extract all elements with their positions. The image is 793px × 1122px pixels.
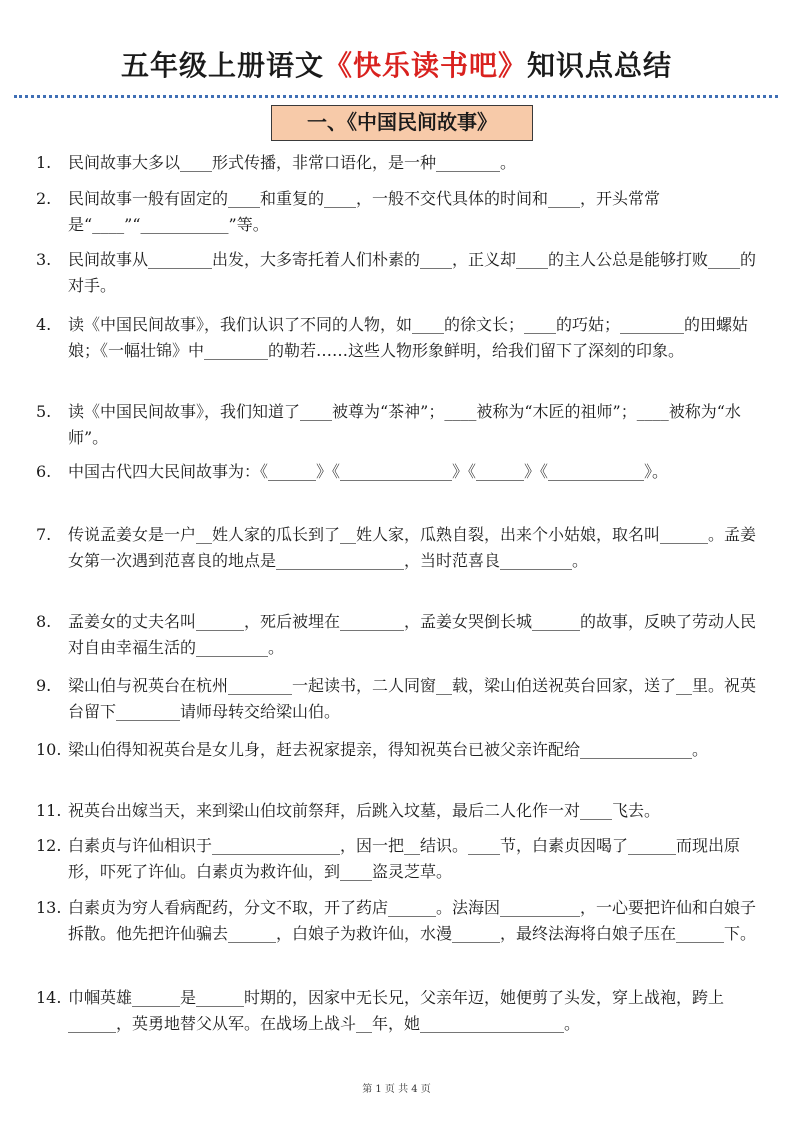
- question-number: 11.: [36, 801, 62, 820]
- question-number: 6.: [36, 462, 52, 481]
- page-footer: 第 1 页 共 4 页: [362, 1084, 431, 1095]
- question-text: 民间故事一般有固定的____和重复的____，一般不交代具体的时间和____，开头常常是“____”“___________”等。: [68, 189, 661, 234]
- question-text: 梁山伯得知祝英台是女儿身，赶去祝家提亲，得知祝英台已被父亲许配给______________。: [68, 740, 709, 759]
- question-number: 2.: [36, 189, 52, 208]
- dotted-divider: [14, 95, 778, 98]
- question-number: 3.: [36, 250, 52, 269]
- question-text: 祝英台出嫁当天，来到梁山伯坟前祭拜，后跳入坟墓，最后二人化作一对____飞去。: [68, 801, 661, 820]
- question-number: 4.: [36, 315, 52, 334]
- question-number: 5.: [36, 402, 52, 421]
- question-number: 8.: [36, 612, 52, 631]
- question-number: 9.: [36, 676, 52, 695]
- question-item: [36, 737, 766, 763]
- page-title: [0, 44, 793, 84]
- section-heading: 一、《中国民间故事》: [271, 105, 533, 141]
- title-highlight: 《快乐读书吧》: [323, 49, 527, 82]
- question-item: [36, 459, 766, 485]
- question-text: 传说孟姜女是一户__姓人家的瓜长到了__姓人家，瓜熟自裂，出来个小姑娘，取名叫______。孟姜女第一次遇到范喜良的地点是________________，当时范喜良_________。: [68, 525, 757, 570]
- question-text: 巾帼英雄______是______时期的，因家中无长兄，父亲年迈，她便剪了头发，穿上战袍，跨上______，英勇地替父从军。在战场上战斗__年，她__________________。: [68, 988, 725, 1033]
- question-text: 梁山伯与祝英台在杭州________一起读书，二人同窗__载，梁山伯送祝英台回家，送了__里。祝英台留下________请师母转交给梁山伯。: [68, 676, 757, 721]
- question-item: [36, 150, 766, 176]
- question-text: 白素贞与许仙相识于________________，因一把__结识。____节，白素贞因喝了______而现出原形，吓死了许仙。白素贞为救许仙，到____盗灵芝草。: [68, 836, 741, 881]
- question-number: 13.: [36, 898, 62, 917]
- question-number: 7.: [36, 525, 52, 544]
- question-item: [36, 985, 766, 1037]
- question-item: [36, 522, 766, 574]
- question-text: 孟姜女的丈夫名叫______，死后被埋在________，孟姜女哭倒长城______的故事，反映了劳动人民对自由幸福生活的_________。: [68, 612, 757, 657]
- question-number: 10.: [36, 740, 62, 759]
- question-number: 14.: [36, 988, 62, 1007]
- question-number: 12.: [36, 836, 62, 855]
- question-item: [36, 673, 766, 725]
- question-text: 民间故事从________出发，大多寄托着人们朴素的____，正义却____的主人公总是能够打败____的对手。: [68, 250, 757, 295]
- question-item: [36, 186, 766, 238]
- question-text: 白素贞为穷人看病配药，分文不取，开了药店______。法海因__________，一心要把许仙和白娘子拆散。他先把许仙骗去______，白娘子为救许仙，水漫______，最终法海将白娘子压在______下。: [68, 898, 757, 943]
- title-part1: 五年级上册语文: [120, 49, 324, 82]
- question-item: [36, 609, 766, 661]
- question-text: 读《中国民间故事》，我们知道了____被尊为“茶神”；____被称为“木匠的祖师”；____被称为“水师”。: [68, 402, 741, 447]
- question-item: [36, 798, 766, 824]
- question-item: [36, 895, 766, 947]
- question-text: 读《中国民间故事》，我们认识了不同的人物，如____的徐文长；____的巧姑；________的田螺姑娘；《一幅壮锦》中________的勒若……这些人物形象鲜明，给我们留下了深刻的印象。: [68, 315, 749, 360]
- question-text: 中国古代四大民间故事为：《______》《______________》《______》《____________》。: [68, 462, 669, 481]
- question-item: [36, 833, 766, 885]
- question-text: 民间故事大多以____形式传播，非常口语化，是一种________。: [68, 153, 517, 172]
- title-part2: 知识点总结: [527, 49, 673, 82]
- question-item: [36, 399, 766, 451]
- question-item: [36, 247, 766, 299]
- question-item: [36, 312, 766, 364]
- question-number: 1.: [36, 153, 52, 172]
